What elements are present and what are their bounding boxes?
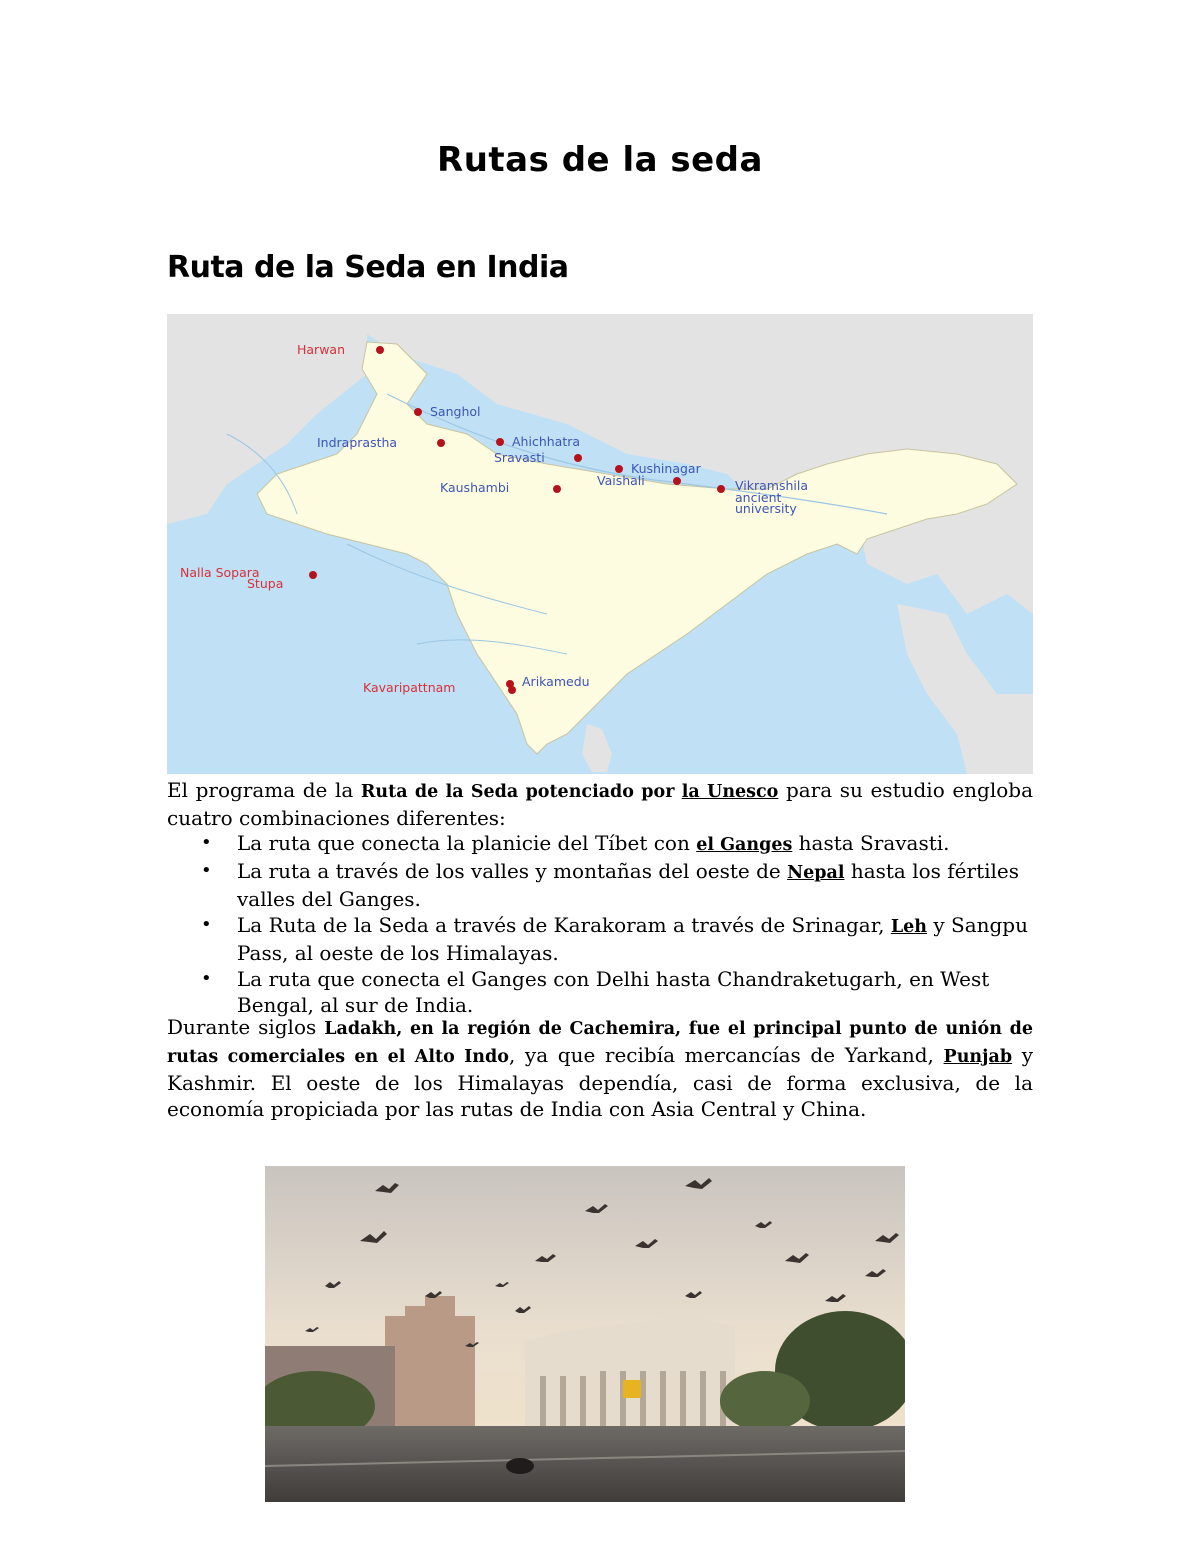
marker-vikramshila (717, 485, 725, 493)
marker-arikamedu (508, 686, 516, 694)
list-item (167, 858, 1033, 912)
bold-text: Ruta de la Seda potenciado por (360, 782, 682, 802)
marker-kaushambi (553, 485, 561, 493)
text: , ya que recibía mercancías de Yarkand, (508, 1043, 944, 1067)
photo-motorbike (506, 1458, 534, 1474)
text: y Sangpu Pass, al oeste de los Himalayas. (237, 913, 1028, 965)
text: Durante siglos (167, 1015, 325, 1039)
text: La Ruta de la Seda a través de Karakoram a través de Srinagar, (237, 913, 891, 937)
label-nalla-sopara: Nalla Sopara (180, 565, 260, 580)
label-vaishali: Vaishali (597, 473, 645, 488)
text: La ruta a través de los valles y montañas del oeste de (237, 859, 788, 883)
link-ganges[interactable]: el Ganges (696, 835, 793, 855)
label-sravasti: Sravasti (494, 450, 545, 465)
marker-sravasti (574, 454, 582, 462)
label-vikramshila-ancient: ancient (735, 490, 782, 505)
bullet-icon: • (201, 860, 212, 881)
text: para su estudio engloba cuatro combinaciones diferentes: (167, 778, 1033, 830)
india-map (167, 314, 1033, 774)
photo-sign (623, 1380, 641, 1398)
label-arikamedu: Arikamedu (522, 674, 590, 689)
text: hasta Sravasti. (792, 831, 950, 855)
section-heading: Ruta de la Seda en India (167, 250, 569, 285)
list-item (167, 966, 1033, 1018)
label-kushinagar: Kushinagar (631, 461, 701, 476)
marker-harwan (376, 346, 384, 354)
marker-indraprastha (437, 439, 445, 447)
link-leh[interactable]: Leh (890, 917, 927, 937)
marker-kushinagar (615, 465, 623, 473)
paragraph-ladakh (167, 1014, 1033, 1122)
text: y Kashmir. El oeste de los Himalayas dependía, casi de forma exclusiva, de la economía propiciada por las rutas de India con Asia Central y China. (167, 1043, 1033, 1121)
label-kaushambi: Kaushambi (440, 480, 510, 495)
link-punjab[interactable]: Punjab (943, 1047, 1013, 1067)
text: La ruta que conecta el Ganges con Delhi hasta Chandraketugarh, en West Bengal, al sur de India. (237, 967, 990, 1017)
label-vikramshila-university: university (735, 501, 797, 516)
label-kavaripattnam: Kavaripattnam (363, 680, 456, 695)
document-title: Rutas de la seda (437, 140, 763, 180)
text: La ruta que conecta la planicie del Tíbet con (237, 831, 697, 855)
delhi-photo (265, 1166, 905, 1502)
list-item (167, 912, 1033, 966)
marker-vaishali (673, 477, 681, 485)
bullet-icon: • (201, 914, 212, 935)
paragraph-intro (167, 777, 1033, 831)
marker-sanghol (414, 408, 422, 416)
text: El programa de la (167, 778, 361, 802)
text: hasta los fértiles valles del Ganges. (237, 859, 1019, 911)
label-sanghol: Sanghol (430, 404, 481, 419)
photo-tree (720, 1371, 810, 1431)
bullet-icon: • (201, 832, 212, 853)
label-ahichhatra: Ahichhatra (512, 434, 581, 449)
label-vikramshila: Vikramshila (735, 478, 809, 493)
list-item (167, 830, 1033, 858)
link-unesco[interactable]: la Unesco (681, 782, 779, 802)
link-nepal[interactable]: Nepal (787, 863, 845, 883)
route-list (167, 830, 1033, 1018)
marker-nalla-sopara (309, 571, 317, 579)
marker-ahichhatra (496, 438, 504, 446)
label-stupa: Stupa (247, 576, 284, 591)
bold-text: Ladakh, en la región de Cachemira, fue el principal punto de unión de rutas comerciales en el Alto Indo (167, 1019, 1033, 1067)
bullet-icon: • (201, 968, 212, 989)
connaught-place-image (265, 1166, 905, 1502)
label-indraprastha: Indraprastha (317, 435, 398, 450)
india-map-figure (167, 314, 1033, 774)
label-harwan: Harwan (297, 342, 346, 357)
